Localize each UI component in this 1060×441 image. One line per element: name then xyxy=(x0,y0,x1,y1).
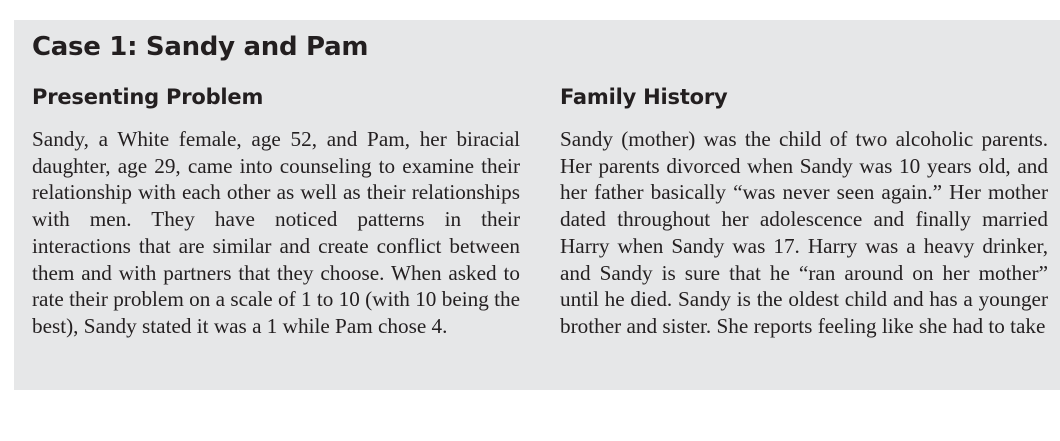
family-history-text: Sandy (mother) was the child of two alcoholic parents. Her parents divorced when Sandy was 10 years old, and her father basically “was never seen again.” Her mother dated throughout her adolescence and finally married Harry when Sandy was 17. Harry was a heavy drinker, and Sandy is sure that he “ran around on her mother” until he died. Sandy is the oldest child and has a younger brother and sister. She reports feeling like she had to take xyxy=(560,127,1048,338)
presenting-problem-heading: Presenting Problem xyxy=(32,85,264,109)
presenting-problem-section xyxy=(32,82,520,340)
case-box xyxy=(14,20,1060,390)
family-history-section xyxy=(560,82,1048,340)
case-title: Case 1: Sandy and Pam xyxy=(32,32,369,62)
family-history-heading: Family History xyxy=(560,85,728,109)
presenting-problem-text: Sandy, a White female, age 52, and Pam, her biracial daughter, age 29, came into counseling to examine their relationship with each other as well as their relationships with men. They have noticed patterns in their interactions that are similar and create conflict between them and with partners that they choose. When asked to rate their problem on a scale of 1 to 10 (with 10 being the best), Sandy stated it was a 1 while Pam chose 4. xyxy=(32,127,520,338)
